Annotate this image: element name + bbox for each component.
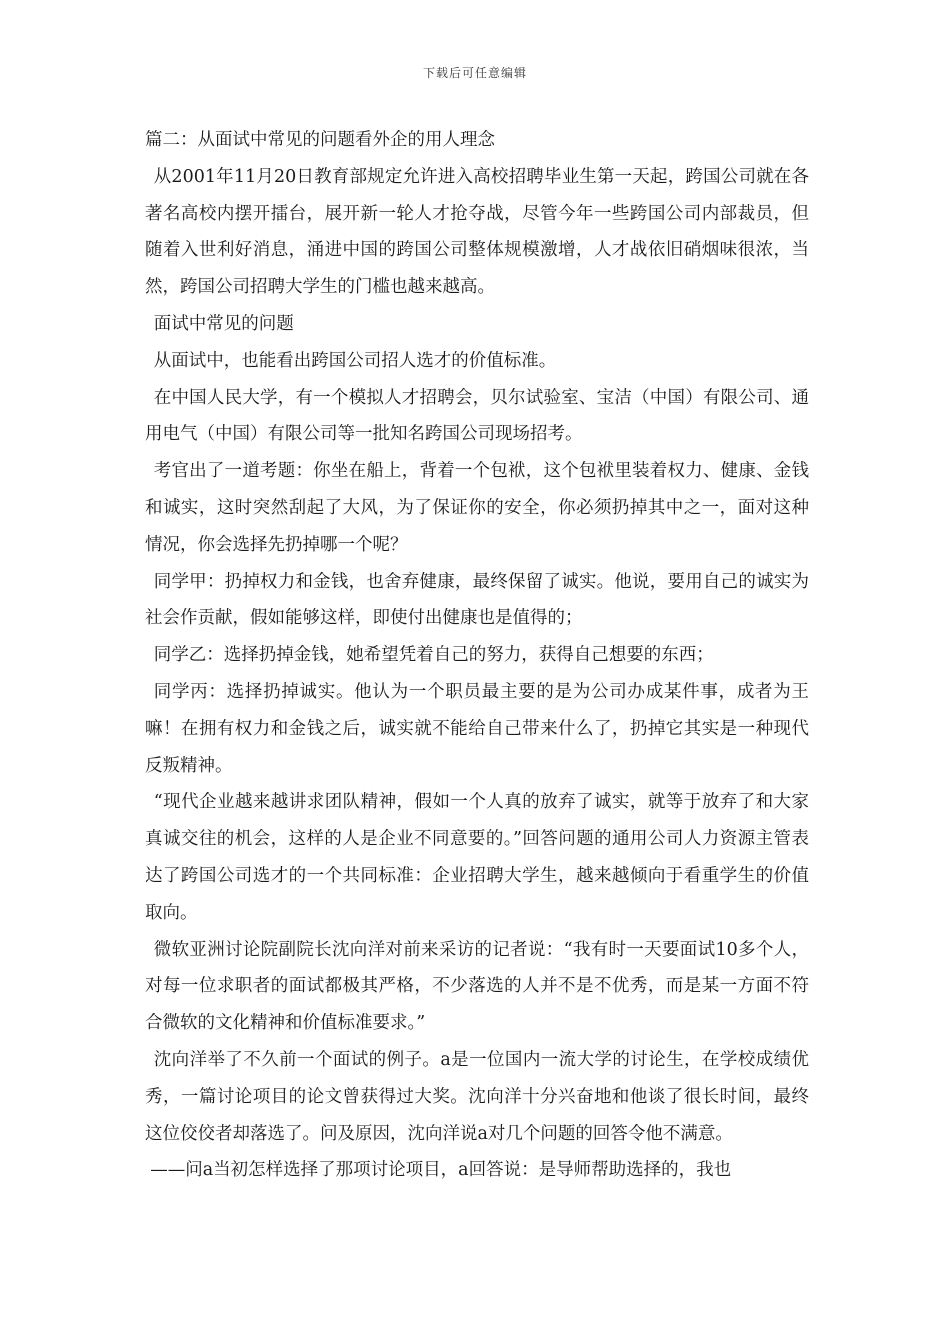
paragraph: 同学乙：选择扔掉金钱，她希望凭着自己的努力，获得自己想要的东西；	[153, 645, 714, 666]
paragraph-intro: 从2001年11月20日教育部规定允许进入高校招聘毕业生第一天起，跨国公司就在各著名高校内摆开擂台，展开新一轮人才抢夺战，尽管今年一些跨国公司内部裁员，但随着入世利好消息，涌进中国的跨国公司整体规模激增，人才战依旧硝烟味很浓，当然，跨国公司招聘大学生的门槛也越来越高。	[145, 166, 809, 298]
paragraph: 从面试中，也能看出跨国公司招人选才的价值标准。	[153, 350, 557, 371]
paragraph: 同学甲：扔掉权力和金钱，也舍弃健康，最终保留了诚实。他说，要用自己的诚实为社会作贡献，假如能够这样，即使付出健康也是值得的；	[145, 571, 809, 629]
article-body	[145, 122, 809, 1189]
section-heading: 面试中常见的问题	[153, 313, 294, 334]
paragraph: 微软亚洲讨论院副院长沈向洋对前来采访的记者说：“我有时一天要面试10多个人，对每一位求职者的面试都极其严格，不少落选的人并不是不优秀，而是某一方面不符合微软的文化精神和价值标准要求。”	[145, 939, 809, 1034]
page-header: 下载后可任意编辑	[422, 66, 527, 80]
paragraph: ——问a当初怎样选择了那项讨论项目，a回答说：是导师帮助选择的，我也	[150, 1160, 732, 1181]
article-title: 篇二：从面试中常见的问题看外企的用人理念	[145, 130, 495, 150]
paragraph: 考官出了一道考题：你坐在船上，背着一个包袱，这个包袱里装着权力、健康、金钱和诚实，这时突然刮起了大风，为了保证你的安全，你必须扔掉其中之一，面对这种情况，你会选择先扔掉哪一个呢？	[145, 461, 809, 555]
paragraph: 在中国人民大学，有一个模拟人才招聘会，贝尔试验室、宝洁（中国）有限公司、通用电气（中国）有限公司等一批知名跨国公司现场招考。	[145, 387, 809, 445]
paragraph: 沈向洋举了不久前一个面试的例子。a是一位国内一流大学的讨论生，在学校成绩优秀，一篇讨论项目的论文曾获得过大奖。沈向洋十分兴奋地和他谈了很长时间，最终这位佼佼者却落选了。问及原因，沈向洋说a对几个问题的回答令他不满意。	[145, 1049, 809, 1144]
paragraph: “现代企业越来越讲求团队精神，假如一个人真的放弃了诚实，就等于放弃了和大家真诚交往的机会，这样的人是企业不同意要的。”回答问题的通用公司人力资源主管表达了跨国公司选才的一个共同标准：企业招聘大学生，越来越倾向于看重学生的价值取向。	[145, 792, 809, 923]
paragraph: 同学丙：选择扔掉诚实。他认为一个职员最主要的是为公司办成某件事，成者为王嘛！在拥有权力和金钱之后，诚实就不能给自己带来什么了，扔掉它其实是一种现代反叛精神。	[145, 681, 809, 776]
